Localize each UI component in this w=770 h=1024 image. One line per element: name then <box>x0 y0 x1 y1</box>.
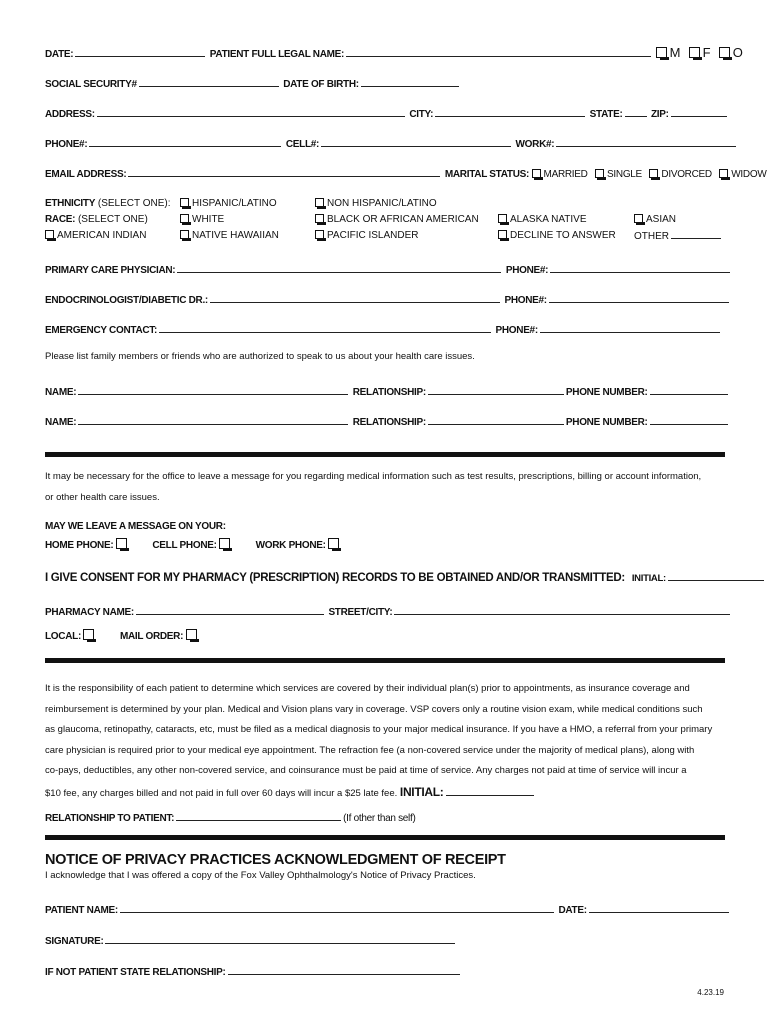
marital-married[interactable]: MARRIED <box>532 168 588 182</box>
insurance-line: reimbursement is determined by your plan. Medical and Vision plans vary in coverage. VSP covers only a routine vision exam, while medical conditions such <box>45 703 703 715</box>
name-label: NAME: <box>45 417 77 428</box>
privacy-acknowledge: I acknowledge that I was offered a copy of the Fox Valley Ophthalmology's Notice of Privacy Practices. <box>45 870 476 881</box>
authorized-name-1[interactable] <box>78 384 348 395</box>
email-field[interactable] <box>128 166 440 177</box>
city-field[interactable] <box>435 106 585 117</box>
endo-phone-label: PHONE#: <box>504 295 547 306</box>
sex-option-o[interactable]: O <box>719 46 743 60</box>
marital-widow[interactable]: WIDOW <box>719 168 766 182</box>
marital-single[interactable]: SINGLE <box>595 168 642 182</box>
ethnicity-label: ETHNICITY <box>45 198 96 209</box>
authorized-relationship-1[interactable] <box>428 384 564 395</box>
signature-field[interactable] <box>105 933 455 944</box>
home-phone-checkbox[interactable] <box>116 538 127 549</box>
option-american-indian[interactable]: AMERICAN INDIAN <box>45 228 170 244</box>
state-label: STATE: <box>589 109 623 120</box>
authorized-relationship-2[interactable] <box>428 414 564 425</box>
signature-label: SIGNATURE: <box>45 936 104 947</box>
demographics-col-4 <box>498 212 616 244</box>
insurance-paragraph <box>45 679 725 804</box>
marital-label: MARITAL STATUS: <box>444 169 530 180</box>
other-field[interactable] <box>671 228 721 239</box>
endo-field[interactable] <box>210 292 500 303</box>
home-phone-label: HOME PHONE: <box>45 540 114 551</box>
patient-name-label: PATIENT NAME: <box>45 905 118 916</box>
message-line-1: It may be necessary for the office to leave a message for you regarding medical information such as test results, prescriptions, billing or account information, <box>45 471 702 482</box>
insurance-initial-label: INITIAL: <box>399 784 444 799</box>
work-phone-label: WORK PHONE: <box>255 540 326 551</box>
mail-order-checkbox[interactable] <box>186 629 197 640</box>
privacy-heading: NOTICE OF PRIVACY PRACTICES ACKNOWLEDGMENT OF RECEIPT <box>45 852 506 868</box>
street-city-field[interactable] <box>394 604 730 615</box>
marital-divorced[interactable]: DIVORCED <box>649 168 711 182</box>
state-relationship-label: IF NOT PATIENT STATE RELATIONSHIP: <box>45 967 226 978</box>
sex-option-m[interactable]: M <box>656 46 681 60</box>
authorized-name-2[interactable] <box>78 414 348 425</box>
row-pharmacy-name <box>45 604 725 620</box>
state-relationship-field[interactable] <box>228 964 460 975</box>
authorized-phone-1[interactable] <box>650 384 728 395</box>
row-authorized-2 <box>45 414 725 430</box>
race-note: (SELECT ONE) <box>77 214 148 225</box>
address-label: ADDRESS: <box>45 109 95 120</box>
authorized-phone-2[interactable] <box>650 414 728 425</box>
demographics-col-1 <box>45 196 170 244</box>
option-black[interactable]: BLACK OR AFRICAN AMERICAN <box>315 212 479 228</box>
checkbox-icon[interactable] <box>315 230 324 239</box>
relationship-note: (If other than self) <box>343 813 416 824</box>
row-patient-name-date <box>45 902 725 918</box>
insurance-line: care physician is required prior to your medical eye appointment. The refraction fee (a non-covered service under the majority of medical plans), along with <box>45 744 695 756</box>
relationship-to-patient-field[interactable] <box>176 810 341 821</box>
option-asian[interactable]: ASIAN <box>634 212 723 228</box>
checkbox-icon[interactable] <box>498 214 507 223</box>
checkbox-icon[interactable] <box>532 169 541 178</box>
pharmacy-name-label: PHARMACY NAME: <box>45 607 134 618</box>
message-line-2: or other health care issues. <box>45 491 160 503</box>
dob-field[interactable] <box>361 76 459 87</box>
row-signature <box>45 933 725 949</box>
row-pharmacy-consent <box>45 570 725 586</box>
row-address <box>45 106 725 122</box>
mail-order-label: MAIL ORDER: <box>119 631 184 642</box>
privacy-patient-name-field[interactable] <box>120 902 554 913</box>
work-phone-checkbox[interactable] <box>328 538 339 549</box>
pharmacy-initial-label: INITIAL: <box>631 573 666 584</box>
patient-name-label: PATIENT FULL LEGAL NAME: <box>209 49 345 60</box>
pcp-phone-field[interactable] <box>550 262 730 273</box>
checkbox-icon[interactable] <box>45 230 54 239</box>
option-pacific[interactable]: PACIFIC ISLANDER <box>315 228 479 244</box>
name-label: NAME: <box>45 387 77 398</box>
option-alaska[interactable]: ALASKA NATIVE <box>498 212 616 228</box>
section-divider <box>45 658 725 663</box>
endo-label: ENDOCRINOLOGIST/DIABETIC DR.: <box>45 295 208 306</box>
checkbox-icon[interactable] <box>180 230 189 239</box>
cell-phone-checkbox[interactable] <box>219 538 230 549</box>
checkbox-icon[interactable] <box>689 47 700 58</box>
cell-field[interactable] <box>321 136 511 147</box>
pcp-field[interactable] <box>177 262 501 273</box>
dob-label: DATE OF BIRTH: <box>283 79 359 90</box>
demographics-col-5 <box>634 212 723 245</box>
row-date-name <box>45 45 743 62</box>
emergency-field[interactable] <box>159 322 491 333</box>
ssn-label: SOCIAL SECURITY# <box>45 79 137 90</box>
section-divider <box>45 452 725 457</box>
date-field[interactable] <box>75 46 205 57</box>
pcp-label: PRIMARY CARE PHYSICIAN: <box>45 265 176 276</box>
sex-option-f[interactable]: F <box>689 46 711 60</box>
city-label: CITY: <box>409 109 434 120</box>
row-emergency <box>45 322 725 338</box>
checkbox-icon[interactable] <box>719 47 730 58</box>
row-email-marital <box>45 166 767 182</box>
checkbox-icon[interactable] <box>180 198 189 207</box>
zip-label: ZIP: <box>650 109 669 120</box>
date-label: DATE: <box>45 49 74 60</box>
option-decline[interactable]: DECLINE TO ANSWER <box>498 228 616 244</box>
demographics-col-3 <box>315 196 479 244</box>
checkbox-icon[interactable] <box>595 169 604 178</box>
street-city-label: STREET/CITY: <box>328 607 393 618</box>
option-other[interactable]: OTHER <box>634 228 723 245</box>
privacy-date-field[interactable] <box>589 902 729 913</box>
insurance-line: as glaucoma, retinopathy, cataracts, etc, must be filed as a medical diagnosis to your major medical insurance. If you have a HMO, a referral from your primary <box>45 724 713 735</box>
option-white[interactable]: WHITE <box>180 212 279 228</box>
row-authorized-1 <box>45 384 725 400</box>
ethnicity-note: (SELECT ONE): <box>97 198 171 209</box>
authorized-intro: Please list family members or friends who are authorized to speak to us about your health care issues. <box>45 351 475 362</box>
checkbox-icon[interactable] <box>315 214 324 223</box>
section-divider <box>45 835 725 840</box>
pharmacy-consent-text: I GIVE CONSENT FOR MY PHARMACY (PRESCRIPTION) RECORDS TO BE OBTAINED AND/OR TRANSMITTED: <box>45 572 625 584</box>
demographics-col-2 <box>180 196 279 244</box>
race-label: RACE: <box>45 214 76 225</box>
phone-number-label: PHONE NUMBER: <box>565 387 648 398</box>
endo-phone-field[interactable] <box>549 292 729 303</box>
email-label: EMAIL ADDRESS: <box>45 169 127 180</box>
work-label: WORK#: <box>515 139 555 150</box>
phone-label: PHONE#: <box>45 139 88 150</box>
relationship-label: RELATIONSHIP: <box>352 387 426 398</box>
checkbox-icon[interactable] <box>656 47 667 58</box>
insurance-last-line: $10 fee, any charges billed and not paid in full over 60 days will incur a $25 late fee. INITIAL: <box>45 782 725 805</box>
row-relationship-to-patient <box>45 810 725 826</box>
cell-phone-label: CELL PHONE: <box>152 540 217 551</box>
zip-field[interactable] <box>671 106 727 117</box>
checkbox-icon[interactable] <box>180 214 189 223</box>
form-version: 4.23.19 <box>697 988 724 997</box>
ssn-field[interactable] <box>139 76 279 87</box>
checkbox-icon[interactable] <box>719 169 728 178</box>
row-pharmacy-type <box>45 629 725 644</box>
address-field[interactable] <box>97 106 405 117</box>
option-non-hispanic[interactable]: NON HISPANIC/LATINO <box>315 196 479 212</box>
phone-field[interactable] <box>89 136 281 147</box>
checkbox-icon[interactable] <box>315 198 324 207</box>
relationship-label: RELATIONSHIP: <box>352 417 426 428</box>
emergency-phone-field[interactable] <box>540 322 720 333</box>
state-field[interactable] <box>625 106 647 117</box>
option-hispanic[interactable]: HISPANIC/LATINO <box>180 196 279 212</box>
privacy-date-label: DATE: <box>558 905 587 916</box>
local-label: LOCAL: <box>45 631 81 642</box>
cell-label: CELL#: <box>285 139 320 150</box>
work-field[interactable] <box>556 136 736 147</box>
row-state-relationship <box>45 964 725 980</box>
pharmacy-initial-field[interactable] <box>668 570 764 581</box>
row-endo <box>45 292 725 308</box>
message-paragraph <box>45 467 725 508</box>
emergency-phone-label: PHONE#: <box>495 325 538 336</box>
insurance-line: co-pays, deductibles, any other non-covered service, and coinsurance must be paid at time of service. Any charges not paid at time of service will incur a <box>45 765 687 776</box>
option-native-hawaiian[interactable]: NATIVE HAWAIIAN <box>180 228 279 244</box>
emergency-label: EMERGENCY CONTACT: <box>45 325 158 336</box>
row-ssn-dob <box>45 76 725 92</box>
checkbox-icon[interactable] <box>649 169 658 178</box>
patient-name-field[interactable] <box>346 46 651 57</box>
local-checkbox[interactable] <box>83 629 94 640</box>
pcp-phone-label: PHONE#: <box>505 265 549 276</box>
pharmacy-name-field[interactable] <box>136 604 324 615</box>
checkbox-icon[interactable] <box>634 214 643 223</box>
row-phones <box>45 136 725 152</box>
phone-number-label: PHONE NUMBER: <box>565 417 648 428</box>
insurance-line: It is the responsibility of each patient to determine which services are covered by their individual plan(s) prior to appointments, as insurance coverage and <box>45 683 690 694</box>
may-we-label: MAY WE LEAVE A MESSAGE ON YOUR: <box>45 521 226 532</box>
relationship-to-patient-label: RELATIONSHIP TO PATIENT: <box>45 813 175 824</box>
row-pcp <box>45 262 725 278</box>
row-message-phones <box>45 538 725 553</box>
insurance-initial-field[interactable] <box>446 785 534 796</box>
checkbox-icon[interactable] <box>498 230 507 239</box>
